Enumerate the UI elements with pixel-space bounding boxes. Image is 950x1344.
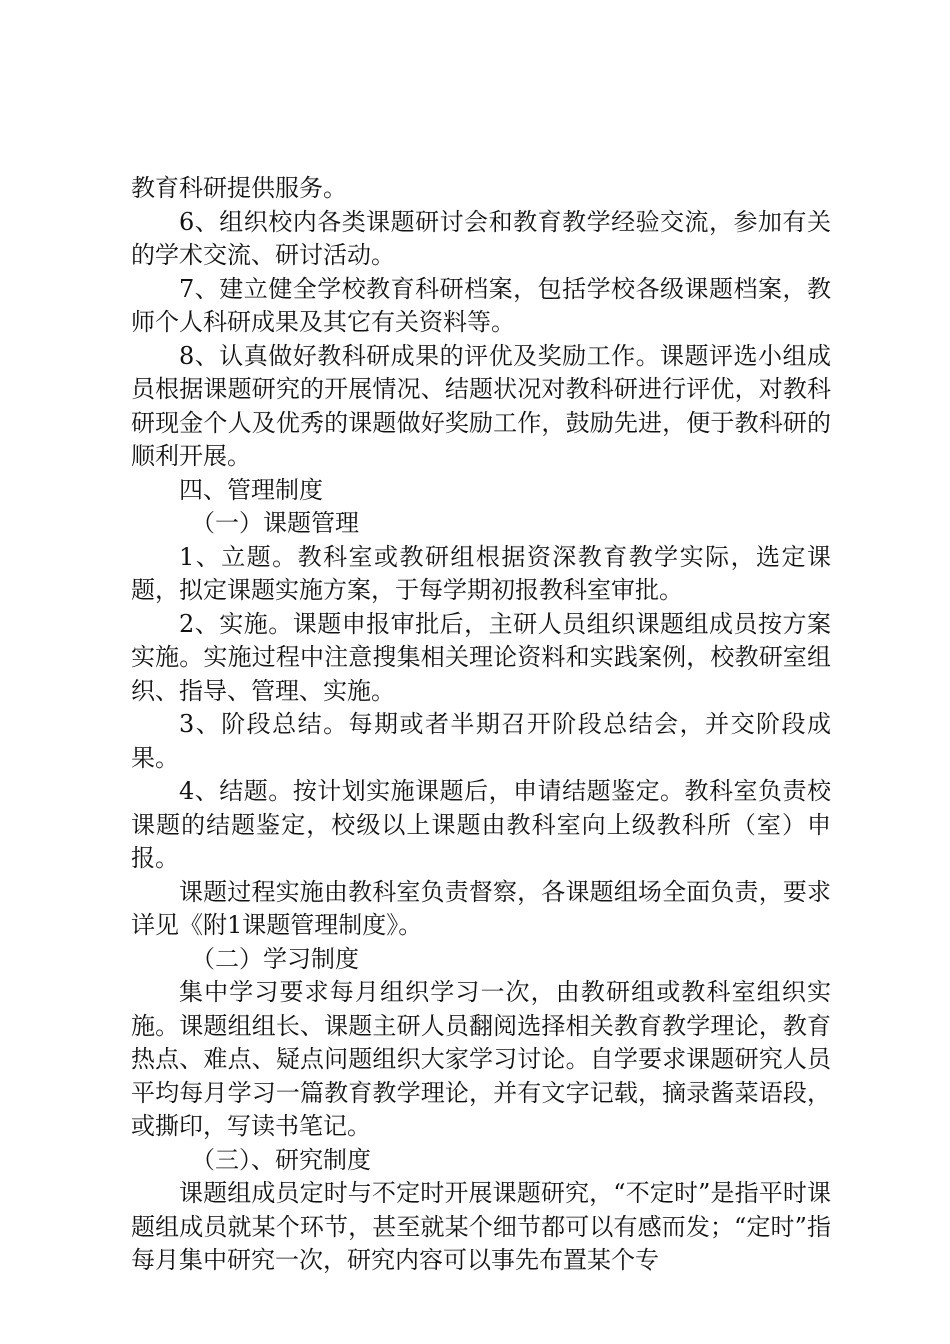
paragraph-supervision: 课题过程实施由教科室负责督察，各课题组场全面负责，要求详见《附1课题管理制度》。 <box>131 877 831 939</box>
paragraph-step-2: 2、实施。课题申报审批后，主研人员组织课题组成员按方案实施。实施过程中注意搜集相关理论资料和实践案例，校教研室组织、指导、管理、实施。 <box>131 609 831 705</box>
document-body <box>131 172 831 1278</box>
paragraph-research: 课题组成员定时与不定时开展课题研究，“不定时”是指平时课题组成员就某个环节，甚至就某个细节都可以有感而发；“定时”指每月集中研究一次，研究内容可以事先布置某个专 <box>131 1179 831 1274</box>
subsection-heading-topic-management: （一）课题管理 <box>191 509 359 537</box>
paragraph-item-8: 8、认真做好教科研成果的评优及奖励工作。课题评选小组成员根据课题研究的开展情况、结题状况对教科研进行评优，对教科研现金个人及优秀的课题做好奖励工作，鼓励先进，便于教科研的顺利开展。 <box>131 341 831 470</box>
paragraph-step-3: 3、阶段总结。每期或者半期召开阶段总结会，并交阶段成果。 <box>131 710 831 772</box>
paragraph-item-7: 7、建立健全学校教育科研档案，包括学校各级课题档案，教师个人科研成果及其它有关资料等。 <box>131 274 831 336</box>
subsection-heading-research: （三）、研究制度 <box>191 1145 371 1174</box>
subsection-heading-study: （二）学习制度 <box>191 944 359 973</box>
paragraph-item-6: 6、组织校内各类课题研讨会和教育教学经验交流，参加有关的学术交流、研讨活动。 <box>131 207 831 269</box>
paragraph-step-1: 1、立题。教科室或教研组根据资深教育教学实际，选定课题，拟定课题实施方案，于每学期初报教科室审批。 <box>131 542 831 604</box>
section-heading-management: 四、管理制度 <box>179 475 323 504</box>
paragraph-continuation: 教育科研提供服务。 <box>131 174 347 202</box>
paragraph-step-4: 4、结题。按计划实施课题后，申请结题鉴定。教科室负责校课题的结题鉴定，校级以上课题由教科室向上级教科所（室）申报。 <box>131 777 831 872</box>
paragraph-study: 集中学习要求每月组织学习一次，由教研组或教科室组织实施。课题组组长、课题主研人员翻阅选择相关教育教学理论，教育热点、难点、疑点问题组织大家学习讨论。自学要求课题研究人员平均每月学习一篇教育教学理论，并有文字记载，摘录酱菜语段，或撕印，写读书笔记。 <box>131 978 831 1140</box>
